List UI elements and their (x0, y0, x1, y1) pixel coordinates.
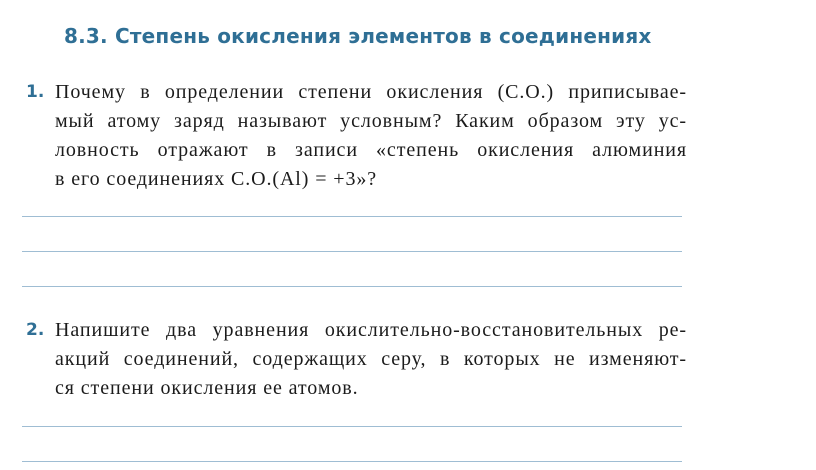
answer-line[interactable] (22, 251, 682, 252)
question-2-text (55, 316, 687, 403)
answer-line[interactable] (22, 286, 682, 287)
answer-line[interactable] (22, 216, 682, 217)
question-2-line-2: акций соединений, содержащих серу, в которых не изменяют- (55, 348, 687, 370)
section-title: 8.3. Степень окисления элементов в соединениях (64, 24, 652, 48)
question-2-line-1: Напишите два уравнения окислительно-восстановительных ре- (55, 319, 687, 341)
question-2-line-3: ся степени окисления ее атомов. (55, 377, 359, 399)
question-1-line-1: Почему в определении степени окисления (С.О.) приписывае- (55, 81, 687, 103)
question-1-number: 1. (26, 82, 45, 102)
question-1-line-2: мый атому заряд называют условным? Каким образом эту ус- (55, 110, 687, 132)
answer-line[interactable] (22, 461, 682, 462)
question-1-line-4: в его соединениях С.О.(Al) = +3»? (55, 168, 378, 190)
question-1-text (55, 78, 687, 194)
question-2-number: 2. (26, 320, 45, 340)
answer-line[interactable] (22, 426, 682, 427)
question-1-line-3: ловность отражают в записи «степень окисления алюминия (55, 139, 687, 161)
